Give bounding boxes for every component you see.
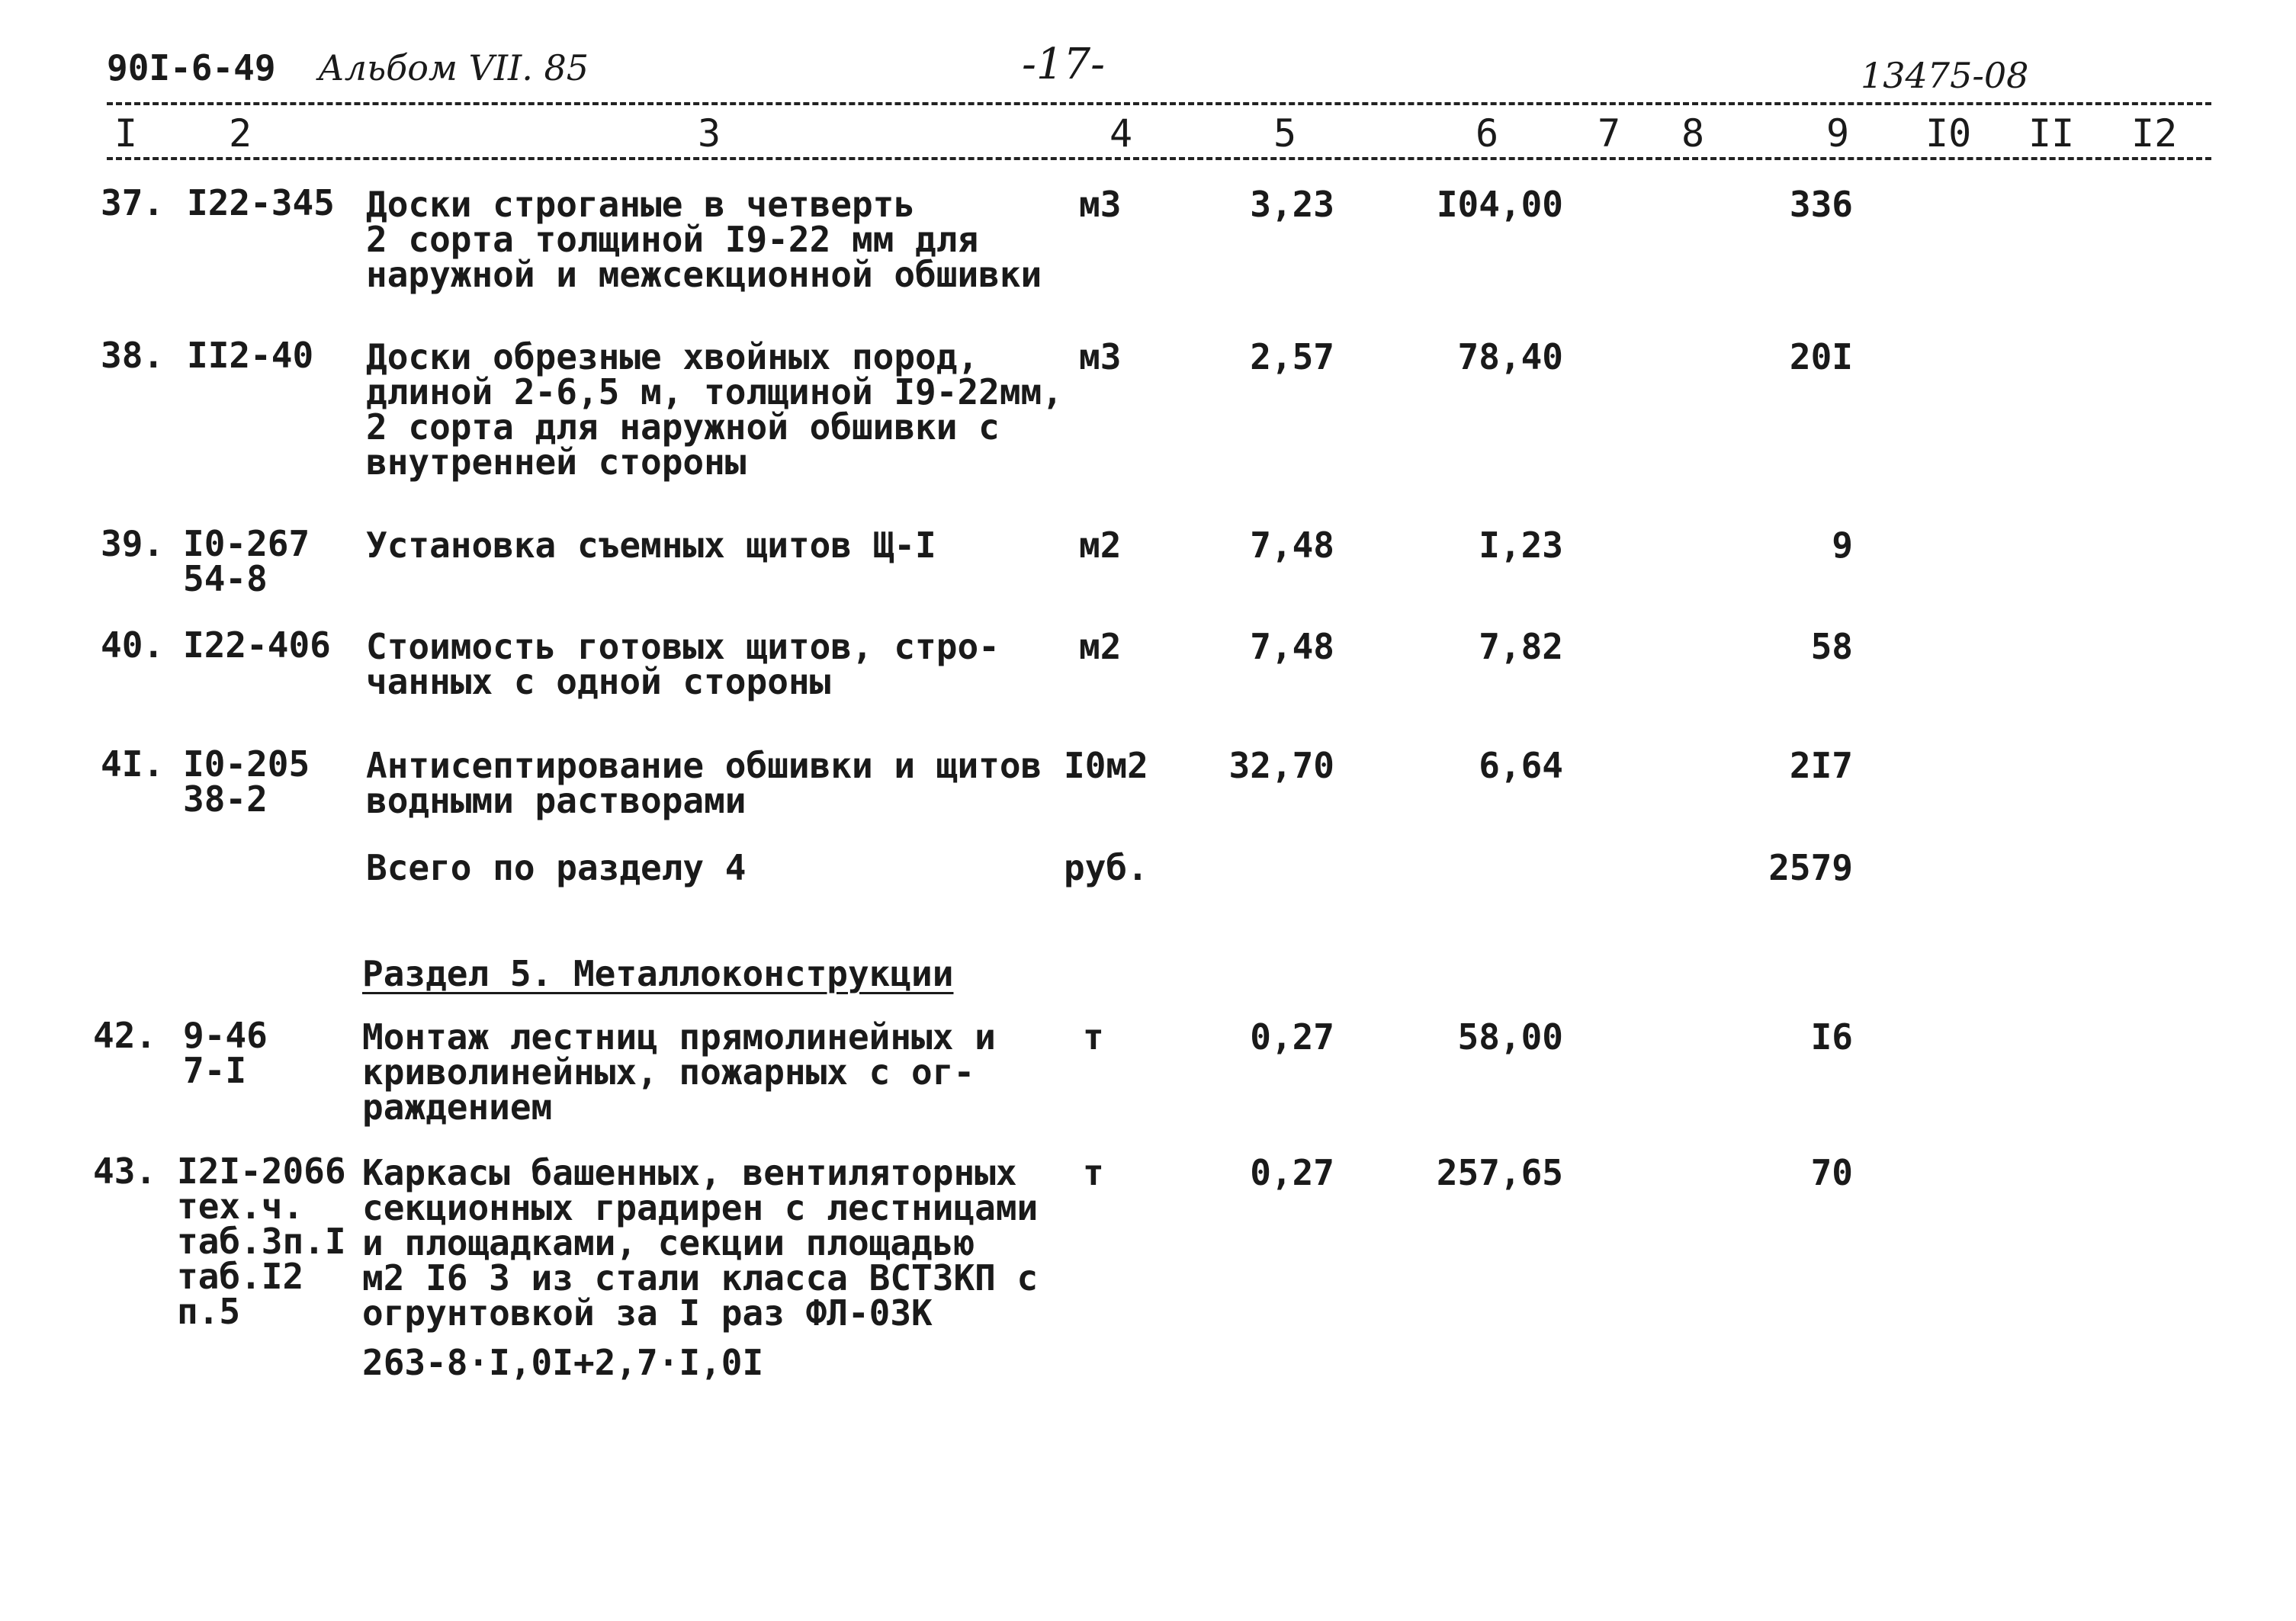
row-total: 9 bbox=[1832, 525, 1853, 566]
subtotal-total: 2579 bbox=[1768, 847, 1853, 888]
header-rule bbox=[107, 157, 2211, 160]
row-code: тех.ч. bbox=[177, 1186, 304, 1227]
row-unit: м3 bbox=[1079, 184, 1122, 225]
row-total: 20I bbox=[1789, 336, 1853, 377]
row-description: и площадками, секции площадью bbox=[362, 1222, 975, 1263]
row-number: 43. bbox=[93, 1151, 157, 1192]
section-title: Раздел 5. Металлоконструкции bbox=[362, 953, 954, 994]
page-number: -17- bbox=[1022, 40, 1106, 89]
row-code: I2I-2066 bbox=[177, 1151, 346, 1192]
row-code: 54-8 bbox=[183, 558, 268, 599]
row-description: Стоимость готовых щитов, стро- bbox=[366, 626, 1000, 667]
row-description: чанных с одной стороны bbox=[366, 661, 831, 702]
row-code: таб.3п.I bbox=[177, 1221, 346, 1262]
row-description: секционных градирен с лестницами bbox=[362, 1187, 1039, 1228]
album-label: Альбом VII. 85 bbox=[317, 47, 589, 88]
row-unit: I0м2 bbox=[1064, 745, 1148, 786]
col-header-7: 7 bbox=[1598, 111, 1621, 156]
top-rule bbox=[107, 102, 2211, 105]
row-code: I22-406 bbox=[183, 624, 331, 666]
row-total: 70 bbox=[1810, 1152, 1853, 1193]
row-code: I0-267 bbox=[183, 523, 310, 564]
calculation-formula: 263-8·I,0I+2,7·I,0I bbox=[362, 1342, 764, 1383]
row-code: 38-2 bbox=[183, 778, 268, 820]
col-header-4: 4 bbox=[1109, 111, 1133, 156]
row-description: Монтаж лестниц прямолинейных и bbox=[362, 1016, 996, 1058]
col-header-8: 8 bbox=[1681, 111, 1705, 156]
row-number: 39. bbox=[101, 523, 165, 564]
row-description: наружной и межсекционной обшивки bbox=[366, 254, 1042, 295]
row-quantity: 7,48 bbox=[1250, 525, 1334, 566]
row-description: Доски строганые в четверть bbox=[366, 184, 916, 225]
row-price: I,23 bbox=[1479, 525, 1563, 566]
col-header-9: 9 bbox=[1826, 111, 1850, 156]
row-total: 2I7 bbox=[1789, 745, 1853, 786]
header-code bbox=[107, 47, 589, 88]
row-unit: м3 bbox=[1079, 336, 1122, 377]
row-number: 37. bbox=[101, 182, 165, 223]
row-price: 7,82 bbox=[1479, 626, 1563, 667]
row-code: п.5 bbox=[177, 1291, 241, 1332]
col-header-1: I bbox=[114, 111, 138, 156]
row-price: 257,65 bbox=[1436, 1152, 1563, 1193]
col-header-10: I0 bbox=[1925, 111, 1972, 156]
col-header-5: 5 bbox=[1273, 111, 1297, 156]
row-total: I6 bbox=[1810, 1016, 1853, 1058]
row-number: 42. bbox=[93, 1015, 157, 1056]
col-header-12: I2 bbox=[2131, 111, 2178, 156]
row-quantity: 3,23 bbox=[1250, 184, 1334, 225]
row-quantity: 2,57 bbox=[1250, 336, 1334, 377]
document-number: 13475-08 bbox=[1861, 55, 2029, 96]
row-description: огрунтовкой за I раз ФЛ-03К bbox=[362, 1292, 933, 1334]
row-code: I22-345 bbox=[187, 182, 335, 223]
row-quantity: 0,27 bbox=[1250, 1016, 1334, 1058]
row-code: I0-205 bbox=[183, 743, 310, 785]
row-description: Антисептирование обшивки и щитов bbox=[366, 745, 1042, 786]
row-unit: т bbox=[1083, 1016, 1104, 1058]
row-unit: м2 bbox=[1079, 525, 1122, 566]
col-header-2: 2 bbox=[229, 111, 252, 156]
row-quantity: 32,70 bbox=[1228, 745, 1334, 786]
row-description: длиной 2-6,5 м, толщиной I9-22мм, bbox=[366, 371, 1063, 412]
row-code: 9-46 bbox=[183, 1015, 268, 1056]
subtotal-label: Всего по разделу 4 bbox=[366, 847, 747, 888]
project-code: 90I-6-49 bbox=[107, 47, 276, 88]
row-number: 38. bbox=[101, 335, 165, 376]
row-code: II2-40 bbox=[187, 335, 314, 376]
row-unit: м2 bbox=[1079, 626, 1122, 667]
subtotal-unit: руб. bbox=[1064, 847, 1148, 888]
row-description: внутренней стороны bbox=[366, 441, 747, 483]
row-total: 58 bbox=[1810, 626, 1853, 667]
col-header-11: II bbox=[2028, 111, 2075, 156]
row-description: криволинейных, пожарных с ог- bbox=[362, 1051, 975, 1093]
row-code: 7-I bbox=[183, 1050, 247, 1091]
row-description: Доски обрезные хвойных пород, bbox=[366, 336, 979, 377]
row-description: 2 сорта для наружной обшивки с bbox=[366, 406, 1000, 448]
col-header-6: 6 bbox=[1476, 111, 1499, 156]
row-description: 2 сорта толщиной I9-22 мм для bbox=[366, 219, 979, 260]
row-description: раждением bbox=[362, 1087, 553, 1128]
col-header-3: 3 bbox=[698, 111, 721, 156]
row-number: 4I. bbox=[101, 743, 165, 785]
row-description: водными растворами bbox=[366, 780, 747, 821]
row-number: 40. bbox=[101, 624, 165, 666]
row-price: 6,64 bbox=[1479, 745, 1563, 786]
row-description: Установка съемных щитов Щ-I bbox=[366, 525, 936, 566]
row-description: м2 I6 3 из стали класса ВСТ3КП с bbox=[362, 1257, 1039, 1298]
row-price: 78,40 bbox=[1457, 336, 1563, 377]
row-description: Каркасы башенных, вентиляторных bbox=[362, 1152, 1017, 1193]
row-unit: т bbox=[1083, 1152, 1104, 1193]
row-price: I04,00 bbox=[1436, 184, 1563, 225]
row-price: 58,00 bbox=[1457, 1016, 1563, 1058]
row-code: таб.I2 bbox=[177, 1256, 304, 1297]
row-quantity: 7,48 bbox=[1250, 626, 1334, 667]
row-quantity: 0,27 bbox=[1250, 1152, 1334, 1193]
row-total: 336 bbox=[1789, 184, 1853, 225]
